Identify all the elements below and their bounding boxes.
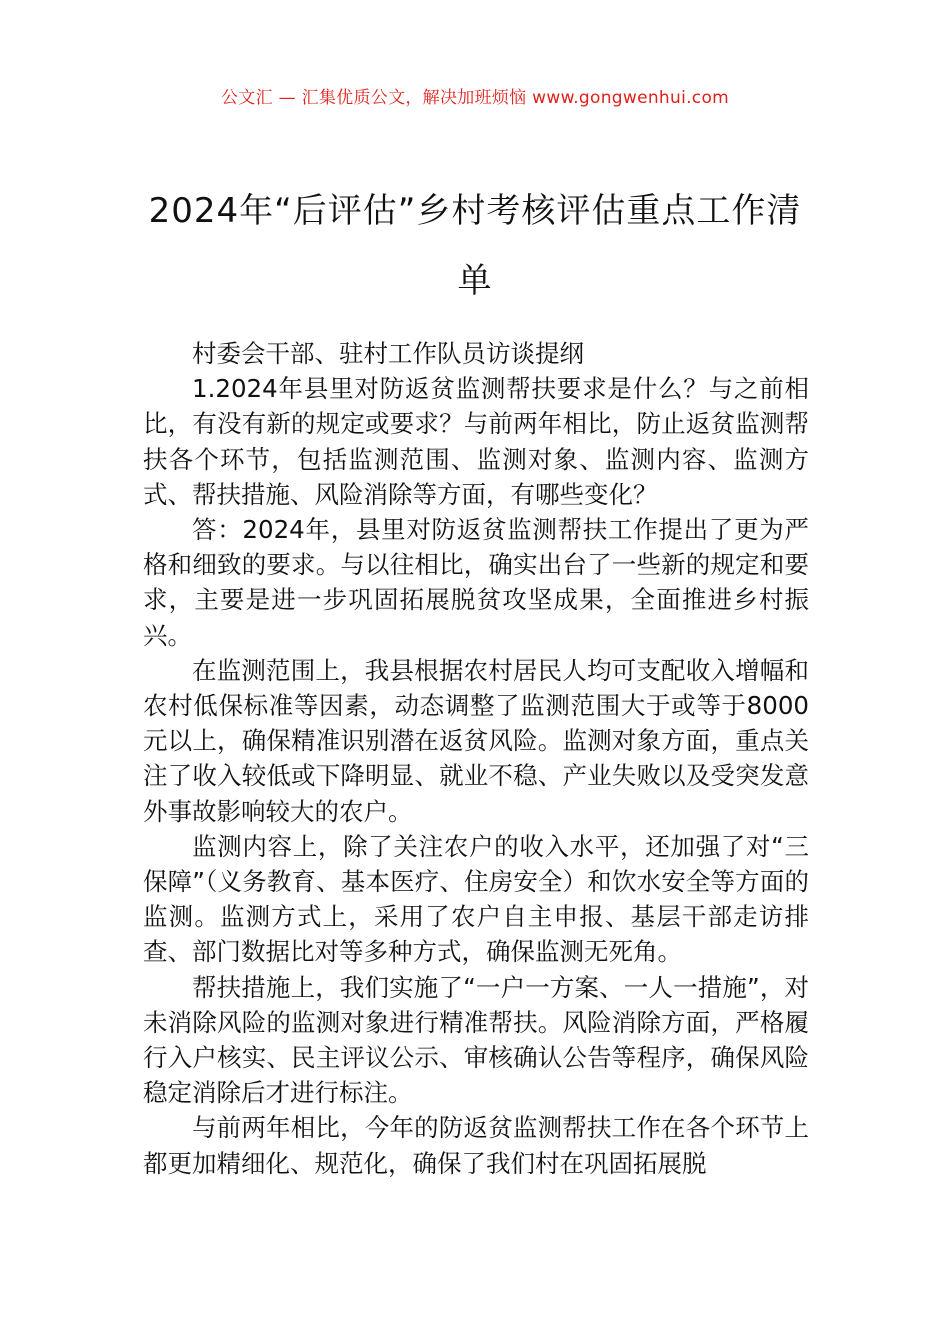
paragraph-answer: 答：2024年，县里对防返贫监测帮扶工作提出了更为严格和细致的要求。与以往相比，确实出台了一些新的规定和要求，主要是进一步巩固拓展脱贫攻坚成果，全面推进乡村振兴。 (143, 515, 809, 650)
paragraph-comparison: 与前两年相比，今年的防返贫监测帮扶工作在各个环节上都更加精细化、规范化，确保了我们村在巩固拓展脱 (143, 1113, 809, 1178)
header-banner: 公文汇 — 汇集优质公文，解决加班烦恼 www.gongwenhui.com (220, 88, 730, 108)
paragraph-monitoring-content: 监测内容上，除了关注农户的收入水平，还加强了对“三保障”（义务教育、基本医疗、住房安全）和饮水安全等方面的监测。监测方式上，采用了农户自主申报、基层干部走访排查、部门数据比对等多种方式，确保监测无死角。 (143, 831, 809, 967)
paragraph-monitoring-scope: 在监测范围上，我县根据农村居民人均可支配收入增幅和农村低保标准等因素，动态调整了监测范围大于或等于8000元以上，确保精准识别潜在返贫风险。监测对象方面，重点关注了收入较低或下降明显、就业不稳、产业失败以及受突发意外事故影响较大的农户。 (143, 655, 809, 826)
paragraph-assistance-measures: 帮扶措施上，我们实施了“一户一方案、一人一措施”，对未消除风险的监测对象进行精准帮扶。风险消除方面，严格履行入户核实、民主评议公示、审核确认公告等程序，确保风险稳定消除后才进行标注。 (143, 972, 809, 1108)
paragraph-question-1: 1.2024年县里对防返贫监测帮扶要求是什么？与之前相比，有没有新的规定或要求？与前两年相比，防止返贫监测帮扶各个环节，包括监测范围、监测对象、监测内容、监测方式、帮扶措施、风险消除等方面，有哪些变化？ (143, 374, 809, 509)
document-body (143, 336, 809, 1181)
document-title: 2024年“后评估”乡村考核评估重点工作清单 (148, 191, 802, 301)
paragraph-interview-outline: 村委会干部、驻村工作队员访谈提纲 (192, 339, 584, 368)
